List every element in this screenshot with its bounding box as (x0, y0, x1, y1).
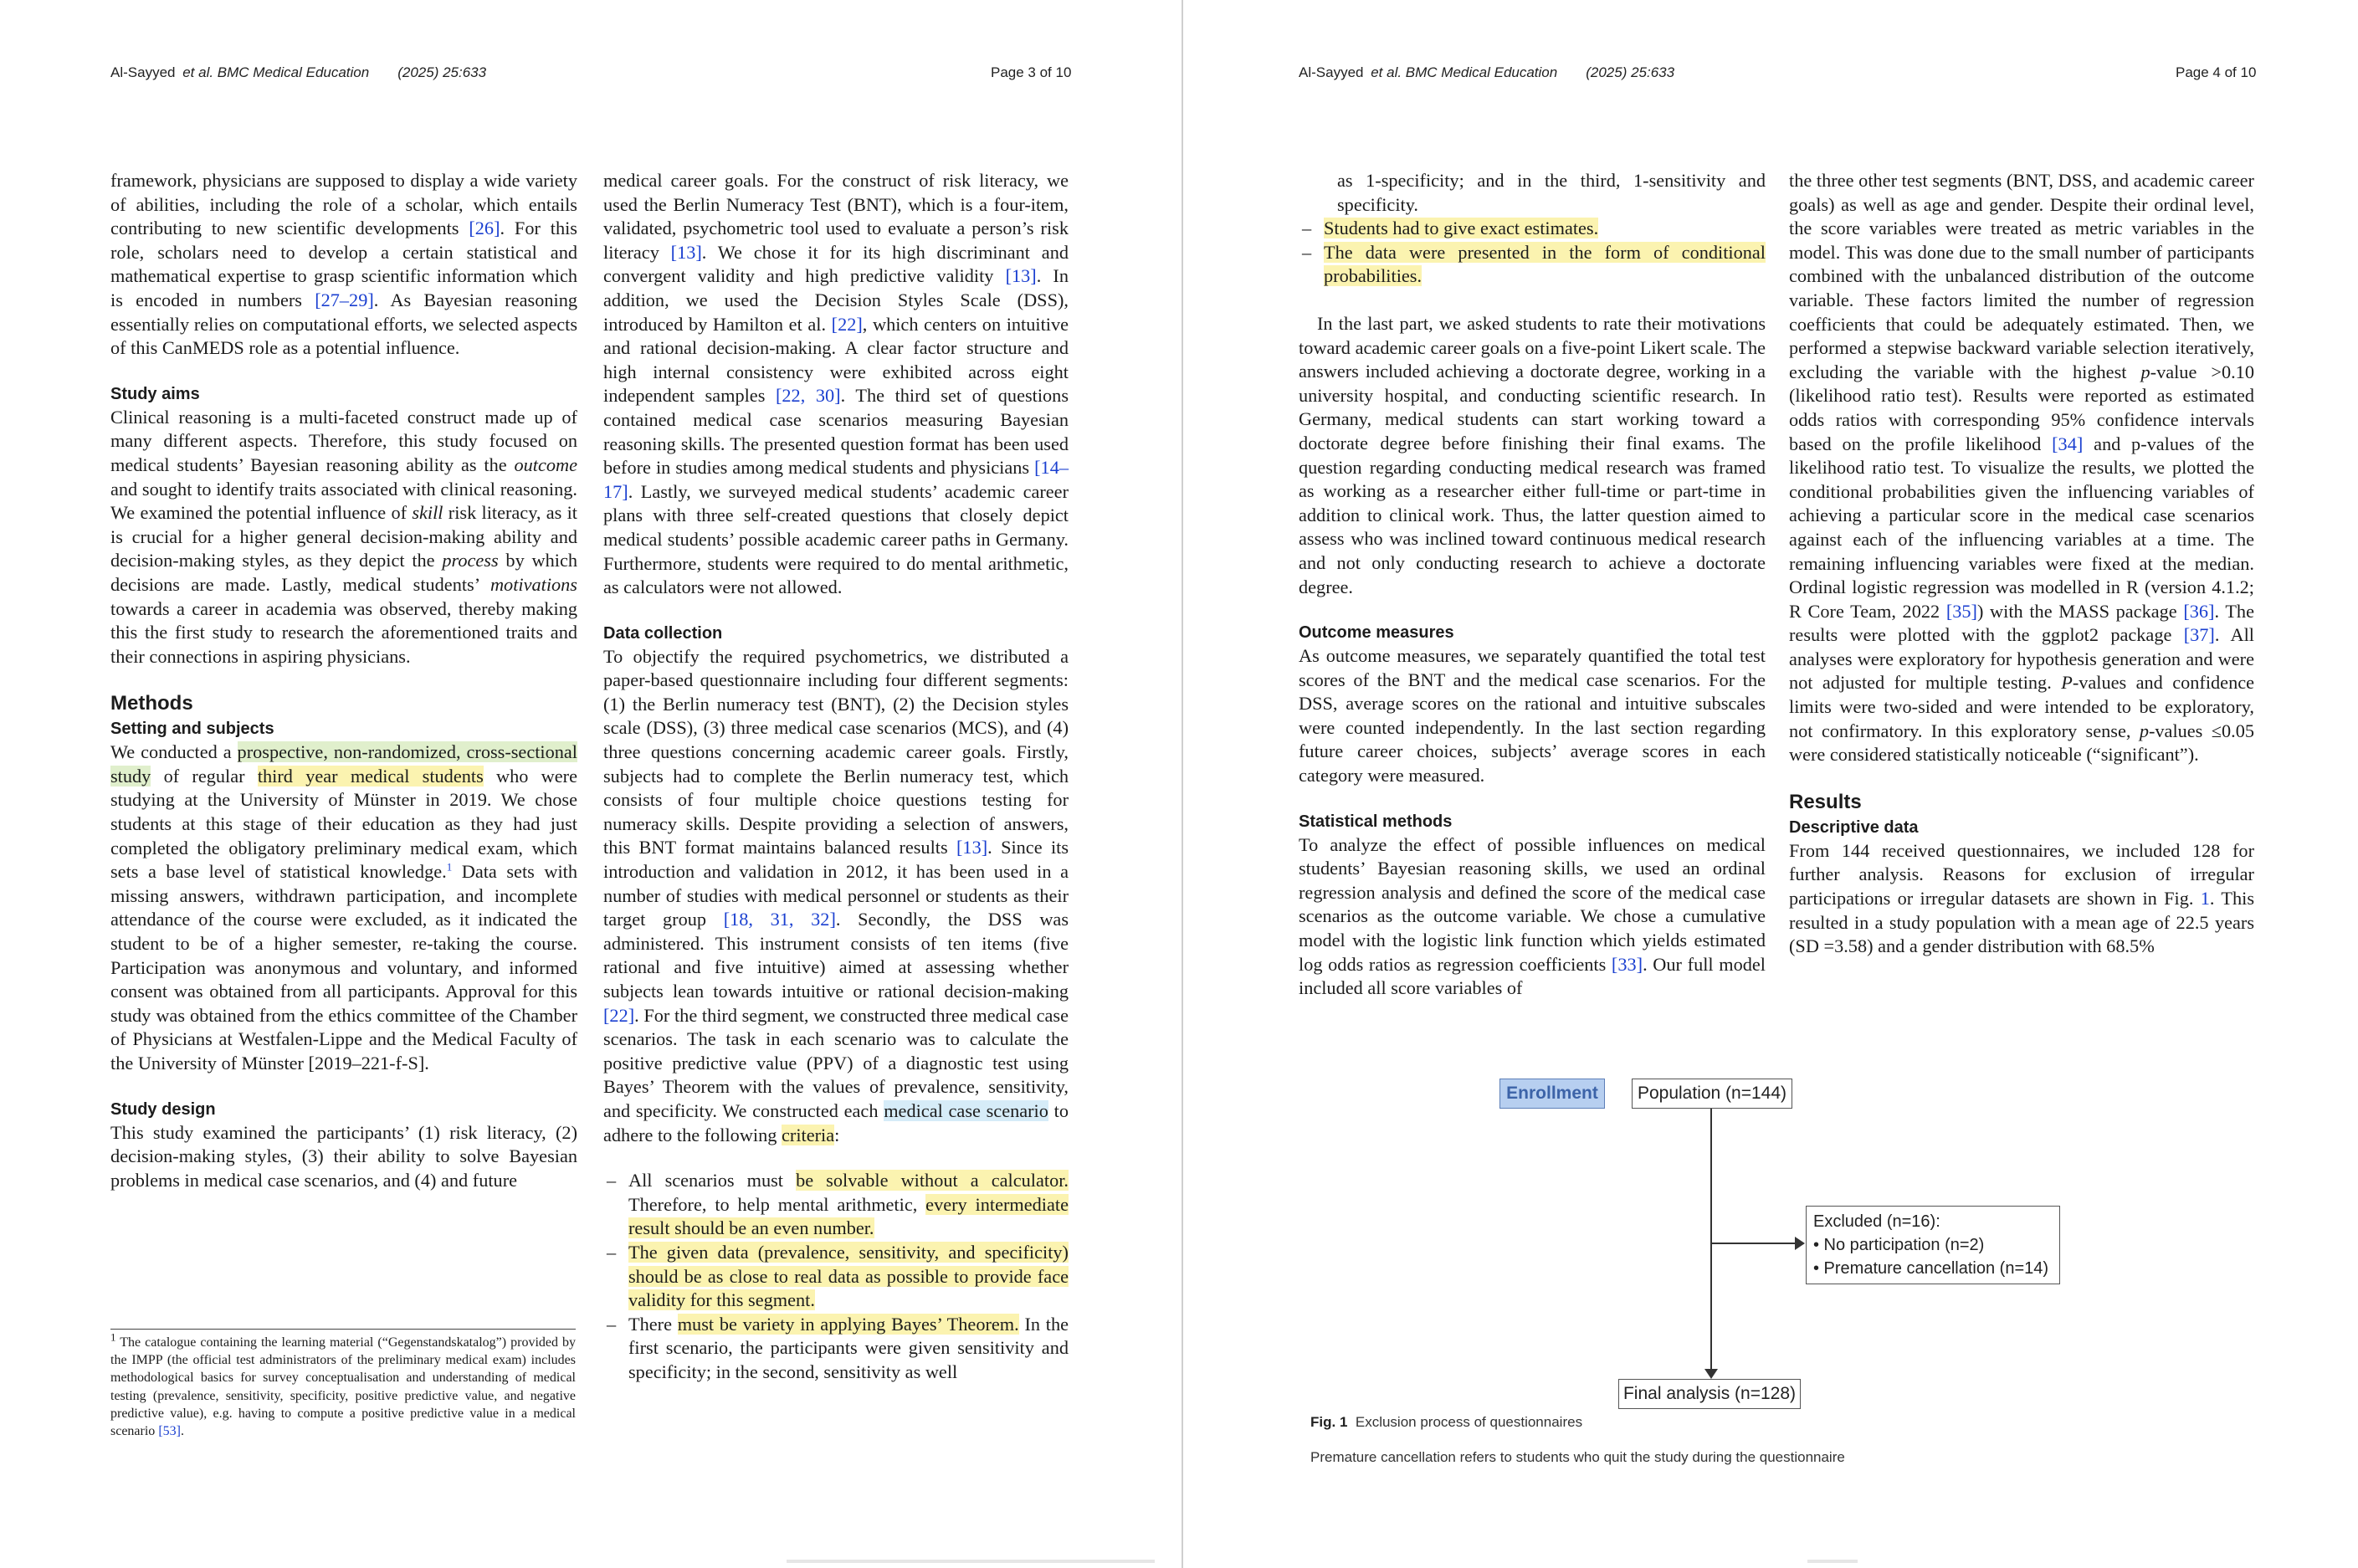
citation-link[interactable]: [34] (2052, 433, 2084, 454)
citation-link[interactable]: [36] (2183, 600, 2215, 622)
highlight-yellow: third year medical students (257, 765, 484, 787)
citation-link[interactable]: [18, 31, 32] (723, 909, 836, 930)
citation-link[interactable]: [22] (603, 1004, 635, 1026)
arrow-down-icon (1704, 1369, 1718, 1379)
flow-line-horizontal (1711, 1243, 1797, 1244)
subsection-heading-statistics: Statistical methods (1299, 812, 1453, 831)
descriptive-paragraph: From 144 received questionnaires, we included 128 for further analysis. Reasons for exclusion of irregular participations or irregular datasets are shown in Fig. 1. This resulted in a study population with a mean age of 22.5 years (SD =3.58) and a gender distribution with 68.5% (1789, 839, 2254, 957)
page-divider (1182, 0, 1183, 1568)
section-heading-study-aims: Study aims (110, 384, 200, 403)
criteria-continued: as 1-specificity; and in the third, 1-sensitivity and specificity. (1337, 170, 1766, 215)
design-paragraph: This study examined the participants’ (1) risk literacy, (2) decision-making styles, (3) their ability to solve Bayesian problems in medical case scenarios, and (4) and future (110, 1121, 577, 1191)
section-heading-results: Results (1789, 790, 1862, 813)
criteria-item: – All scenarios must be solvable without a calculator. Therefore, to help mental arithmetic, every intermediate result should be an even number. (603, 1169, 1069, 1241)
citation-link[interactable]: [22] (831, 313, 863, 335)
criteria-item: – There must be variety in applying Bayes’ Theorem. In the first scenario, the participants were given sensitivity and specificity; in the second, sensitivity as well (603, 1313, 1069, 1385)
citation-link[interactable]: [37] (2183, 624, 2215, 646)
excluded-item: • No participation (n=2) (1813, 1236, 1985, 1254)
subsection-heading-outcome: Outcome measures (1299, 623, 1454, 643)
page-header-right (1299, 60, 1674, 85)
statistics-continued-paragraph: the three other test segments (BNT, DSS, and academic career goals) as well as age and gender. Despite their ordinal level, the score variables were treated as metric variables in the model. This was done due to the small number of participants combined with the unbalanced distribution of the outcome variable. These factors limited the number of regression coefficients that could be adequately estimated. Then, we performed a stepwise backward variable selection iteratively, excluding the variable with the highest p-value >0.10 (likelihood ratio test). Results were reported as estimated odds ratios with corresponding 95% confidence intervals based on the profile likelihood [34] and p-values of the likelihood ratio test. To visualize the results, we plotted the conditional probabilities given the influencing variables of achieving a particular score in the medical case scenarios against each of the influencing variables at a time. The remaining influencing variables were fixed at the median. Ordinal logistic regression was modelled in R (version 4.1.2; R Core Team, 2022 [35]) with the MASS package [36]. The results were plotted with the ggplot2 package [37]. All analyses were exploratory for hypothesis generation and were not adjusted for multiple testing. P-values and confidence limits were two-sided and were intended to be exploratory, not confirmatory. In this exploratory sense, p-values ≤0.05 were considered statistically noticeable (“significant”). (1789, 170, 2255, 766)
page-number-4: Page 4 of 10 (2176, 64, 2257, 80)
next-page-edge (1807, 1560, 1858, 1563)
citation-link[interactable]: [13] (1005, 265, 1037, 287)
figure-link[interactable]: 1 (2200, 888, 2210, 910)
footnote-marker[interactable]: 1 (446, 860, 453, 874)
page4-column1 (1299, 169, 1766, 1001)
methods-intro-paragraph: medical career goals. For the construct of risk literacy, we used the Berlin Numeracy Test (BNT), which is a four-item, validated, psychometric tool used to evaluate a person’s risk literacy [13]. We chose it for its high discriminant and convergent validity and high predictive validity [13]. In addition, we used the Decision Styles Scale (DSS), introduced by Hamilton et al. [22], which centers on intuitive and rational decision-making. A clear factor structure and high internal consistency were exhibited across eight independent samples [22, 30]. The third set of questions contained medical case scenarios measuring Bayesian reasoning skills. The presented question format has been used before in studies among medical students and physicians [14–17]. Lastly, we surveyed medical students’ academic career plans with three self-created questions that closely depict medical students’ possible academic career paths in Germany. Furthermore, students were required to do mental arithmetic, as calculators were not allowed. (603, 170, 1069, 598)
page3-column1 (110, 169, 577, 1192)
excluded-box (1806, 1206, 2060, 1284)
header-journal: et al. BMC Medical Education (182, 64, 370, 80)
header-year: (2025) 25:633 (397, 64, 487, 80)
citation-link[interactable]: [27–29] (315, 289, 374, 310)
next-page-edge (787, 1560, 1155, 1563)
header-author: Al-Sayyed (1299, 64, 1364, 80)
criteria-list (603, 1169, 1069, 1384)
citation-link[interactable]: [35] (1945, 600, 1977, 622)
citation-link[interactable]: [22, 30] (775, 385, 841, 407)
motivation-paragraph: In the last part, we asked students to rate their motivations toward academic career goals on a five-point Likert scale. The answers included achieving a doctorate degree, working in a university hospital, and conducting scientific research. In Germany, medical students can start working toward a doctorate degree before finishing their final exams. The question regarding conducting medical research was framed as working as a researcher either full-time or part-time in addition to clinical work. Thus, the latter question aimed to assess who was inclined toward continuous medical research and not only conducting research to achieve a doctorate degree. (1299, 312, 1766, 597)
citation-link[interactable]: [33] (1611, 953, 1643, 975)
study-aims-paragraph: Clinical reasoning is a multi-faceted construct made up of many different aspects. Therefore, this study focused on medical students’ Bayesian reasoning ability as the outcome and sought to identify traits associated with clinical reasoning. We examined the potential influence of skill risk literacy, as it is crucial for a higher general decision-making ability and decision-making styles, as they depict the process by which decisions are made. Lastly, medical students’ motivations towards a career in academia was observed, thereby making this the first study to research the aforementioned traits and their connections in aspiring physicians. (110, 406, 577, 667)
subsection-heading-design: Study design (110, 1099, 216, 1119)
figure-note: Premature cancellation refers to students who quit the study during the questionnaire (1310, 1449, 1845, 1465)
outcome-paragraph: As outcome measures, we separately quantified the total test scores of the BNT and the medical case scenarios. For the DSS, average scores on the rational and intuitive subscales were counted independently. In the last section regarding future career choices, subjects’ average scores in each category were measured. (1299, 645, 1766, 787)
enrollment-label: Enrollment (1499, 1079, 1605, 1109)
header-year: (2025) 25:633 (1586, 64, 1675, 80)
intro-paragraph: framework, physicians are supposed to display a wide variety of abilities, including the role of a scholar, which entails contributing to new scientific developments [26]. For this role, scholars need to develop a certain statistical and mathematical expertise to grasp scientific information which is encoded in numbers [27–29]. As Bayesian reasoning essentially relies on computational efforts, we selected aspects of this CanMEDS role as a potential influence. (110, 170, 577, 359)
citation-link[interactable]: [13] (670, 241, 702, 263)
criteria-item: – Students had to give exact estimates. (1299, 217, 1766, 241)
citation-link[interactable]: [14–17] (603, 457, 1069, 502)
criteria-item: – The given data (prevalence, sensitivity, and specificity) should be as close to real data as possible to provide face validity for this segment. (603, 1241, 1069, 1313)
setting-paragraph: We conducted a prospective, non-randomized, cross-sectional study of regular third year medical students who were studying at the University of Münster in 2019. We chose students at this stage of their education as they had just completed the obligatory preliminary medical exam, which sets a base level of statistical knowledge.$^1$ Data sets with missing answers, withdrawn participation, and incomplete attendance of the course were excluded, as it indicated the student to be of a higher semester, re-taking the course. Participation was anonymous and voluntary, and informed consent was obtained from all participants. Approval for this study was obtained from the ethics committee of the Chamber of Physicians at Westfalen-Lippe and the Medical Faculty of the University of Münster [2019–221-f-S]. (110, 741, 577, 1074)
citation-link[interactable]: [26] (469, 218, 500, 239)
header-author: Al-Sayyed (110, 64, 176, 80)
section-heading-methods: Methods (110, 692, 193, 715)
subsection-heading-setting: Setting and subjects (110, 720, 274, 739)
subsection-heading-data-collection: Data collection (603, 623, 723, 643)
highlight-yellow: criteria (782, 1124, 835, 1145)
excluded-title: Excluded (n=16): (1813, 1212, 1940, 1231)
criteria-item: – The data were presented in the form of conditional probabilities. (1299, 241, 1766, 289)
footnote-rule (110, 1329, 576, 1330)
final-analysis-box: Final analysis (n=128) (1618, 1379, 1801, 1409)
criteria-list-continued (1299, 217, 1766, 289)
citation-link[interactable]: [13] (956, 837, 988, 858)
highlight-blue: medical case scenario (884, 1099, 1048, 1121)
data-collection-paragraph: To objectify the required psychometrics, we distributed a paper-based questionnaire including four different segments: (1) the Berlin numeracy test (BNT), (2) the Decision styles scale (DSS), (3) three medical case scenarios (MCS), and (4) three questions concerning academic career goals. Firstly, subjects had to complete the Berlin numeracy test, which consists of four multiple choice questions testing for numeracy skills. Despite providing a selection of answers, this BNT format maintains balanced results [13]. Since its introduction and validation in 2012, it has been used in a number of studies with medical personnel or students as their target group [18, 31, 32]. Secondly, the DSS was administered. This instrument consists of ten items (five rational and five intuitive) aimed at assessing whether subjects lean towards intuitive or rational decision-making [22]. For the third segment, we constructed three medical case scenarios. The task in each scenario was to calculate the positive predictive value (PPV) of a diagnostic test using Bayes’ Theorem with the values of prevalence, sensitivity, and specificity. We constructed each medical case scenario to adhere to the following criteria: (603, 645, 1069, 1145)
footnote: $^1$ The catalogue containing the learning material (“Gegenstandskatalog”) provided by the IMPP (the official test administrators of the preliminary medical exam) includes methodological basics for survey conceptualisation and understanding of medical testing (prevalence, sensitivity, specificity, positive predictive value, and negative predictive value), e.g. having to compute a positive predictive value in a medical scenario [53]. (110, 1330, 576, 1439)
highlight-green: prospective, non-randomized, cross-sectional study (110, 741, 577, 787)
statistics-paragraph: To analyze the effect of possible influences on medical students’ Bayesian reasoning skills, we used an ordinal regression analysis and defined the score of the medical case scenarios as the outcome variable. We chose a cumulative model with the logistic link function which yields estimated log odds ratios as regression coefficients [33]. Our full model included all score variables of (1299, 833, 1766, 999)
population-box: Population (n=144) (1632, 1079, 1792, 1109)
header-journal: et al. BMC Medical Education (1371, 64, 1558, 80)
page-header-left (110, 60, 486, 85)
figure-caption: Fig. 1 Exclusion process of questionnaires (1310, 1414, 1583, 1430)
arrow-right-icon (1795, 1237, 1805, 1250)
citation-link[interactable]: [53] (158, 1424, 181, 1439)
subsection-heading-descriptive: Descriptive data (1789, 817, 1919, 837)
excluded-item: • Premature cancellation (n=14) (1813, 1259, 2049, 1278)
page3-column2 (603, 169, 1069, 1385)
figure-label: Fig. 1 (1310, 1414, 1348, 1430)
page4-column2 (1789, 169, 2254, 959)
page-number-3: Page 3 of 10 (991, 64, 1072, 80)
